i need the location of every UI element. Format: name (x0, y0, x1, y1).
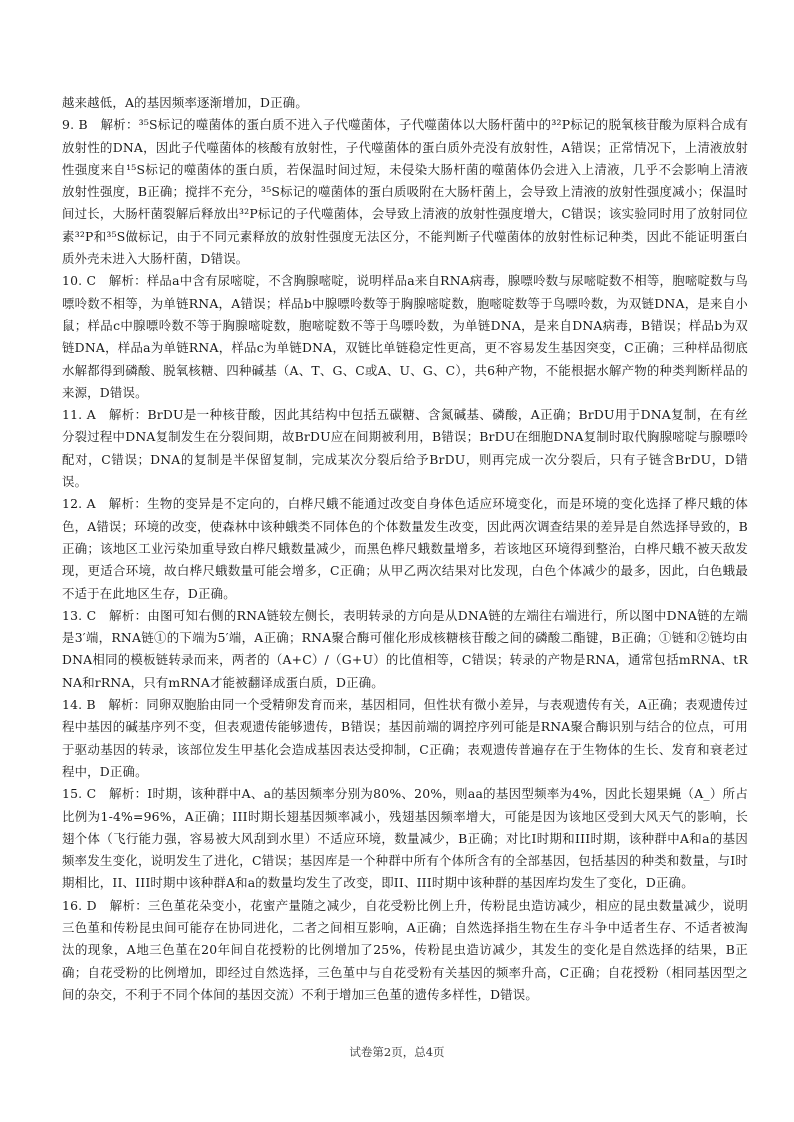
answer-paragraph-q11: 11. A 解析：BrDU是一种核苷酸，因此其结构中包括五碳糖、含氮碱基、磷酸，A正确；BrDU用于DNA复制，在有丝分裂过程中DNA复制发生在分裂间期，故BrDU应在间期被利用，B错误；BrDU在细胞DNA复制时取代胸腺嘧啶与腺嘌呤配对，C错误；DNA的复制是半保留复制，完成某次分裂后给予BrDU，则再完成一次分裂后，只有子链含BrDU，D错误。 (62, 407, 748, 490)
answer-paragraph-q9: 9. B 解析：³⁵S标记的噬菌体的蛋白质不进入子代噬菌体，子代噬菌体以大肠杆菌中的³²P标记的脱氧核苷酸为原料合成有放射性的DNA，因此子代噬菌体的核酸有放射性，子代噬菌体的蛋白质外壳没有放射性，A错误；正常情况下，上清液放射性强度来自¹⁵S标记的噬菌体的蛋白质，若保温时间过短，未侵染大肠杆菌的噬菌体仍会进入上清液，几乎不会影响上清液放射性强度，B正确；搅拌不充分，³⁵S标记的噬菌体的蛋白质吸附在大肠杆菌上，会导致上清液的放射性强度减小；保温时间过长，大肠杆菌裂解后释放出³²P标记的子代噬菌体，会导致上清液的放射性强度增大，C错误；该实验同时用了放射同位素³²P和³⁵S做标记，由于不同元素释放的放射性强度无法区分，不能判断子代噬菌体的放射性标记种类，因此不能证明蛋白质外壳未进入大肠杆菌，D错误。 (62, 117, 748, 267)
answer-paragraph-q10: 10. C 解析：样品a中含有尿嘧啶，不含胸腺嘧啶，说明样品a来自RNA病毒，腺嘌呤数与尿嘧啶数不相等，胞嘧啶数与鸟嘌呤数不相等，为单链RNA，A错误；样品b中腺嘌呤数等于胸腺嘧啶数，胞嘧啶数等于鸟嘌呤数，为双链DNA，是来自小鼠；样品c中腺嘌呤数不等于胸腺嘧啶数，胞嘧啶数不等于鸟嘌呤数，为单链DNA，是来自DNA病毒，B错误；样品b为双链DNA，样品a为单链RNA，样品c为单链DNA，双链比单链稳定性更高，更不容易发生基因突变，C正确；三种样品彻底水解都得到磷酸、脱氧核糖、四种碱基（A、T、G、C或A、U、G、C），共6种产物，不能根据水解产物的种类判断样品的来源，D错误。 (62, 273, 748, 400)
answer-paragraph-q14: 14. B 解析：同卵双胞胎由同一个受精卵发育而来，基因相同，但性状有微小差异，与表观遗传有关，A正确；表观遗传过程中基因的碱基序列不变，但表观遗传能够遗传，B错误；基因前端的调控序列可能是RNA聚合酶识别与结合的位点，可用于驱动基因的转录，该部位发生甲基化会造成基因表达受抑制，C正确；表观遗传普遍存在于生物体的生长、发育和衰老过程中，D正确。 (62, 697, 748, 779)
answer-paragraph-q15: 15. C 解析：I时期，该种群中A、a的基因频率分别为80%、20%，则aa的基因型频率为4%，因此长翅果蝇（A_）所占比例为1-4%=96%，A正确；III时期长翅基因频率减小，残翅基因频率增大，可能是因为该地区受到大风天气的影响，长翅个体（飞行能力强，容易被大风刮到水里）不适应环境，数量减少，B正确；对比I时期和III时期，该种群中A和a的基因频率发生变化，说明发生了进化，C错误；基因库是一个种群中所有个体所含有的全部基因，包括基因的种类和数量，与I时期相比，II、III时期中该种群A和a的数量均发生了改变，即II、III时期中该种群的基因库均发生了变化，D正确。 (62, 786, 748, 891)
answer-paragraph-q12: 12. A 解析：生物的变异是不定向的，白桦尺蛾不能通过改变自身体色适应环境变化，而是环境的变化选择了桦尺蛾的体色，A错误；环境的改变，使森林中该种蛾类不同体色的个体数量发生改变，因此两次调查结果的差异是自然选择导致的，B正确；该地区工业污染加重导致白桦尺蛾数量减少，而黑色桦尺蛾数量增多，若该地区环境得到整治，白桦尺蛾不被天敌发现，更适合环境，故白桦尺蛾数量可能会增多，C正确；从甲乙两次结果对比发现，白色个体减少的最多，因此，白色蛾最不适于在此地区生存，D正确。 (62, 496, 748, 601)
answer-paragraph-continuation: 越来越低，A的基因频率逐渐增加，D正确。 (62, 95, 308, 110)
page-footer: 试卷第2页，总4页 (349, 1045, 445, 1059)
answer-paragraph-q16: 16. D 解析：三色堇花朵变小，花蜜产量随之减少，自花受粉比例上升，传粉昆虫造访减少，相应的昆虫数量减少，说明三色堇和传粉昆虫间可能存在协同进化，二者之间相互影响，A正确；自然选择指生物在生存斗争中适者生存、不适者被淘汰的现象，A地三色堇在20年间自花授粉的比例增加了25%，传粉昆虫造访减少，其发生的变化是自然选择的结果，B正确；自花受粉的比例增加，即经过自然选择，三色堇中与自花受粉有关基因的频率升高，C正确；自花授粉（相同基因型之间的杂交，不利于不同个体间的基因交流）不利于增加三色堇的遗传多样性，D错误。 (62, 897, 748, 1002)
answer-paragraph-q13: 13. C 解析：由图可知右侧的RNA链较左侧长，表明转录的方向是从DNA链的左端往右端进行，所以图中DNA链的左端是3′端，RNA链①的下端为5′端，A正确；RNA聚合酶可催化形成核糖核苷酸之间的磷酸二酯键，B正确；①链和②链均由DNA相同的模板链转录而来，两者的（A+C）/（G+U）的比值相等，C错误；转录的产物是RNA，通常包括mRNA、tRNA和rRNA，只有mRNA才能被翻译成蛋白质，D正确。 (62, 607, 748, 690)
